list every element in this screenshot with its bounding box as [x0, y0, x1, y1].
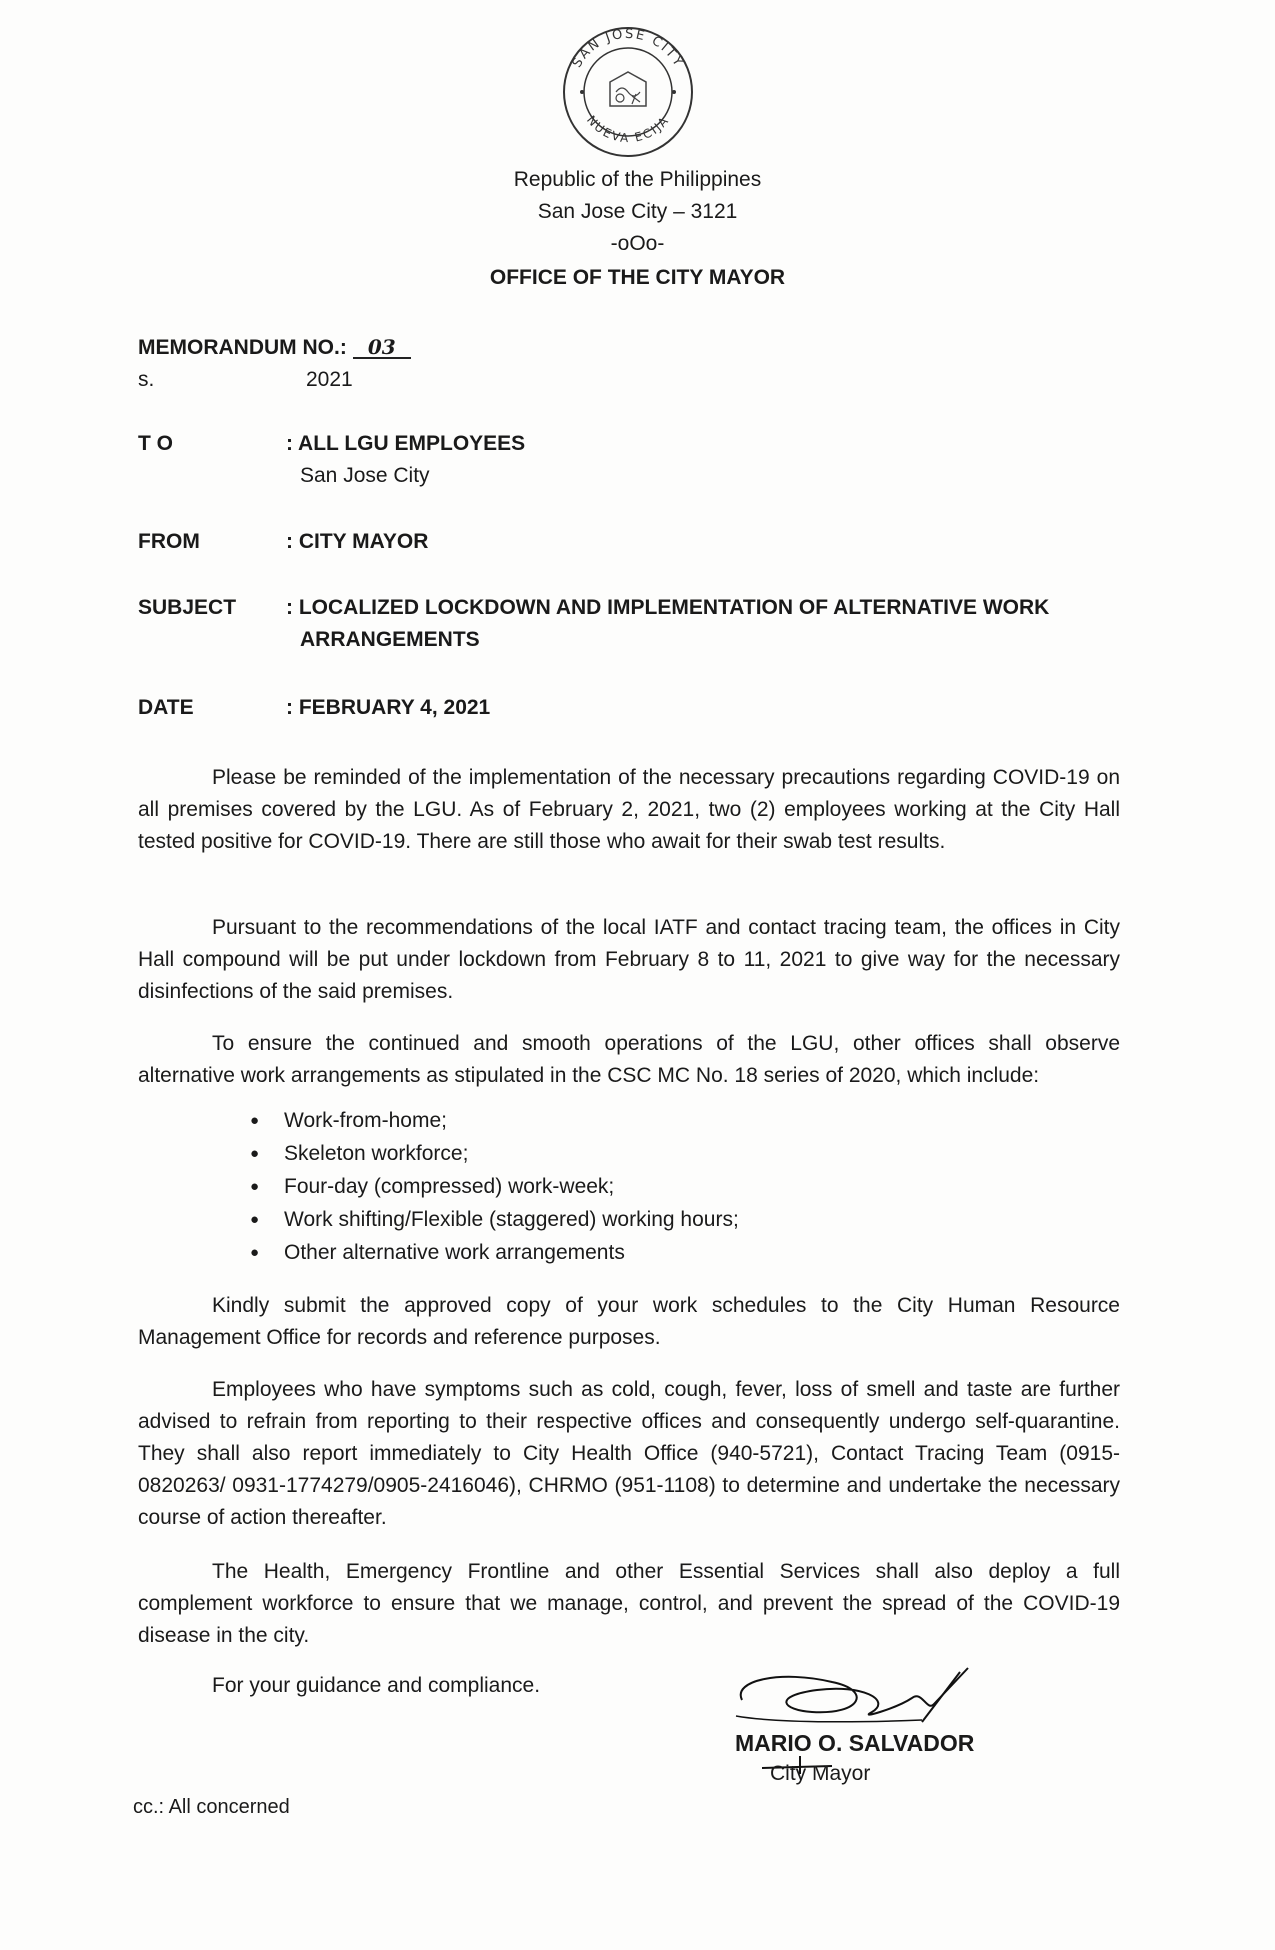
- date-label: DATE: [138, 696, 194, 719]
- city-seal-logo: [558, 22, 698, 162]
- svg-text:NUEVA ECIJA: [584, 113, 672, 145]
- list-item: ● Skeleton workforce;: [250, 1137, 739, 1170]
- header-separator: -oOo-: [610, 232, 665, 255]
- header-republic: Republic of the Philippines: [513, 168, 762, 191]
- to-sub: San Jose City: [300, 464, 430, 487]
- date-value: : FEBRUARY 4, 2021: [286, 696, 491, 719]
- header-city: San Jose City – 3121: [537, 200, 738, 223]
- from-label: FROM: [138, 530, 200, 553]
- memo-series-label: s.: [138, 368, 155, 391]
- list-item: ● Four-day (compressed) work-week;: [250, 1170, 739, 1203]
- paragraph-7: For your guidance and compliance.: [212, 1674, 541, 1697]
- to-value: : ALL LGU EMPLOYEES: [286, 432, 526, 455]
- subject-label: SUBJECT: [138, 596, 237, 619]
- paragraph-4: Kindly submit the approved copy of your work schedules to the City Human Resource Management Office for records and reference purposes.: [138, 1294, 1120, 1349]
- list-item: ● Other alternative work arrangements: [250, 1236, 739, 1269]
- from-value: : CITY MAYOR: [286, 530, 429, 553]
- list-item: ● Work shifting/Flexible (staggered) working hours;: [250, 1203, 739, 1236]
- paragraph-1: Please be reminded of the implementation of the necessary precautions regarding COVID-19 on all premises covered by the LGU. As of February 2, 2021, two (2) employees working at the City Hall tested positive for COVID-19. There are still those who await for their swab test results.: [138, 766, 1120, 853]
- signature-mark: [722, 1660, 990, 1775]
- memo-number-label: MEMORANDUM NO.:: [138, 336, 347, 359]
- header-office: OFFICE OF THE CITY MAYOR: [489, 266, 786, 289]
- seal-text-bottom: NUEVA ECIJA: [583, 112, 673, 146]
- to-label: T O: [138, 432, 173, 455]
- seal-text-top: SAN JOSE CITY: [569, 26, 687, 71]
- paragraph-2: Pursuant to the recommendations of the local IATF and contact tracing team, the offices in City Hall compound will be put under lockdown from February 8 to 11, 2021 to give way for the necessary disinfections of the said premises.: [138, 916, 1120, 1003]
- signatory-name: MARIO O. SALVADOR: [735, 1730, 975, 1756]
- list-item: ● Work-from-home;: [250, 1104, 739, 1137]
- subject-value-line2: ARRANGEMENTS: [300, 628, 480, 651]
- work-arrangements-list: [250, 1104, 739, 1269]
- paragraph-6: The Health, Emergency Frontline and other Essential Services shall also deploy a full complement workforce to ensure that we manage, control, and prevent the spread of the COVID-19 disease in the city.: [138, 1560, 1120, 1647]
- signatory-title: City Mayor: [770, 1762, 871, 1785]
- paragraph-3: To ensure the continued and smooth operations of the LGU, other offices shall observe alternative work arrangements as stipulated in the CSC MC No. 18 series of 2020, which include:: [138, 1032, 1120, 1087]
- paragraph-5: Employees who have symptoms such as cold, cough, fever, loss of smell and taste are further advised to refrain from reporting to their respective offices and consequently undergo self-quarantine. They shall also report immediately to City Health Office (940-5721), Contact Tracing Team (0915-0820263/ 0931-1774279/0905-2416046), CHRMO (951-1108) to determine and undertake the necessary course of action thereafter.: [138, 1378, 1120, 1529]
- memo-series-year: 2021: [306, 368, 353, 391]
- memo-number-value: 03: [353, 337, 411, 359]
- cc-line: cc.: All concerned: [133, 1796, 290, 1818]
- memo-number-row: [138, 336, 411, 360]
- subject-value-line1: : LOCALIZED LOCKDOWN AND IMPLEMENTATION OF ALTERNATIVE WORK: [286, 596, 1050, 619]
